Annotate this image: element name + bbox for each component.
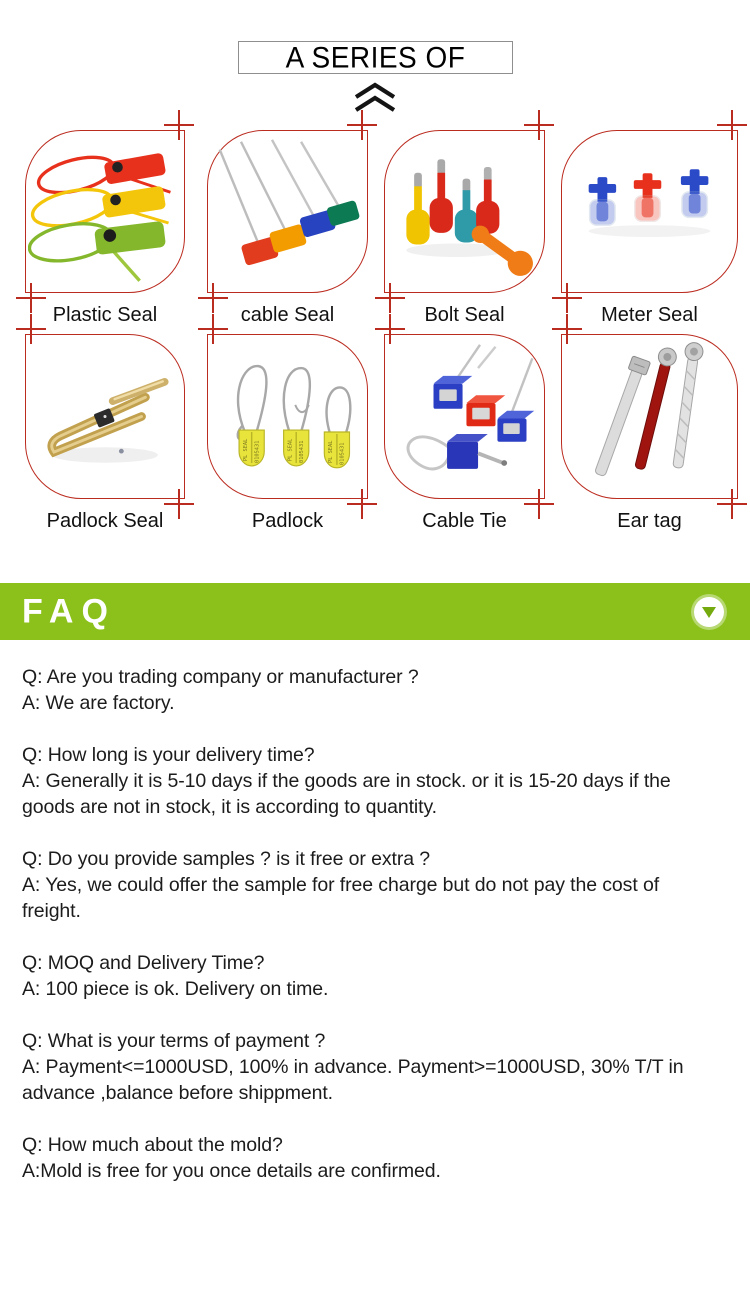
cable-seal-image — [210, 133, 365, 290]
product-card-bolt-seal[interactable] — [384, 130, 545, 327]
product-photo-frame — [561, 130, 738, 293]
faq-item — [22, 664, 716, 716]
meter-seal-image — [564, 133, 735, 290]
seal-engraving: 0105431 — [339, 442, 346, 465]
seal-engraving: PL SEAL — [242, 438, 249, 462]
product-photo-frame — [207, 334, 368, 499]
product-label: Plastic Seal — [52, 304, 158, 326]
padlock-seal-image — [28, 337, 182, 496]
product-photo-frame — [207, 130, 368, 293]
orange-cable-seal-body — [269, 224, 307, 254]
blue-meter-seal — [589, 177, 616, 225]
blue-cable-tie-looped — [408, 434, 507, 469]
faq-item — [22, 1132, 716, 1184]
faq-heading: FAQ — [22, 592, 116, 630]
faq-item — [22, 742, 716, 820]
product-card-padlock-seal[interactable] — [25, 334, 185, 533]
series-title-box — [238, 41, 513, 74]
product-label: Meter Seal — [601, 304, 698, 326]
padlock-seal-1 — [238, 366, 267, 466]
product-card-plastic-seal[interactable] — [25, 130, 185, 327]
seal-engraving: 0105431 — [299, 440, 305, 463]
triangle-down-icon — [702, 607, 716, 618]
product-card-ear-tag[interactable] — [561, 334, 738, 533]
blue-cable-tie-1 — [434, 376, 473, 409]
faq-question: Q: MOQ and Delivery Time? — [22, 952, 265, 974]
product-card-meter-seal[interactable] — [561, 130, 738, 327]
red-meter-seal — [634, 173, 661, 221]
series-title: A SERIES OF — [285, 40, 466, 74]
padlock-seal-2 — [284, 368, 310, 466]
double-chevron-up-icon — [352, 82, 398, 114]
green-cable-seal-body — [326, 200, 360, 227]
cable-tie-image — [387, 337, 542, 496]
padlock-seal-3 — [324, 387, 350, 467]
faq-question: Q: Are you trading company or manufacturer ? — [22, 666, 419, 688]
product-label: Padlock Seal — [46, 510, 164, 532]
product-photo-frame — [561, 334, 738, 499]
faq-question: Q: Do you provide samples ? is it free or extra ? — [22, 848, 431, 870]
ear-tag-image — [564, 337, 735, 496]
product-photo-frame — [384, 130, 545, 293]
faq-header-bar — [0, 583, 750, 640]
product-label: Cable Tie — [422, 510, 507, 532]
faq-content — [22, 664, 716, 1210]
product-label: Ear tag — [617, 510, 682, 532]
product-label: Bolt Seal — [424, 304, 505, 326]
product-photo-frame — [384, 334, 545, 499]
yellow-bolt-seal — [406, 173, 429, 245]
product-label: cable Seal — [240, 304, 335, 326]
blue-cable-tie-2 — [497, 411, 534, 442]
faq-answer: A: Generally it is 5-10 days if the goods are in stock. or it is 15-20 days if the goods are not in stock, it is according to quantity. — [22, 770, 671, 818]
red-bolt-seal — [430, 159, 453, 233]
padlock-image — [210, 337, 365, 496]
faq-answer: A: 100 piece is ok. Delivery on time. — [22, 978, 329, 1000]
faq-question: Q: How long is your delivery time? — [22, 744, 315, 766]
blue-meter-seal-2 — [681, 169, 708, 217]
seal-engraving: 0105431 — [254, 440, 261, 463]
faq-answer: A: Payment<=1000USD, 100% in advance. Payment>=1000USD, 30% T/T in advance ,balance before shippment. — [22, 1056, 684, 1104]
product-card-padlock[interactable] — [207, 334, 368, 533]
product-photo-frame — [25, 334, 185, 499]
faq-item — [22, 846, 716, 924]
faq-item — [22, 950, 716, 1002]
faq-question: Q: What is your terms of payment ? — [22, 1030, 326, 1052]
product-card-cable-seal[interactable] — [207, 130, 368, 327]
product-card-cable-tie[interactable] — [384, 334, 545, 533]
seal-engraving: PL SEAL — [328, 440, 335, 463]
faq-question: Q: How much about the mold? — [22, 1134, 283, 1156]
product-label: Padlock — [251, 510, 324, 532]
seal-engraving: PL SEAL — [287, 438, 294, 462]
faq-answer: A: We are factory. — [22, 692, 175, 714]
product-photo-frame — [25, 130, 185, 293]
faq-answer: A: Yes, we could offer the sample for free charge but do not pay the cost of freight. — [22, 874, 660, 922]
plastic-seal-image — [28, 133, 182, 290]
faq-toggle-button[interactable] — [694, 597, 724, 627]
faq-answer: A:Mold is free for you once details are confirmed. — [22, 1160, 441, 1182]
faq-item — [22, 1028, 716, 1106]
green-pull-tight-seal — [28, 218, 166, 281]
bolt-seal-image — [387, 133, 542, 290]
red-bolt-seal-2 — [476, 167, 499, 234]
